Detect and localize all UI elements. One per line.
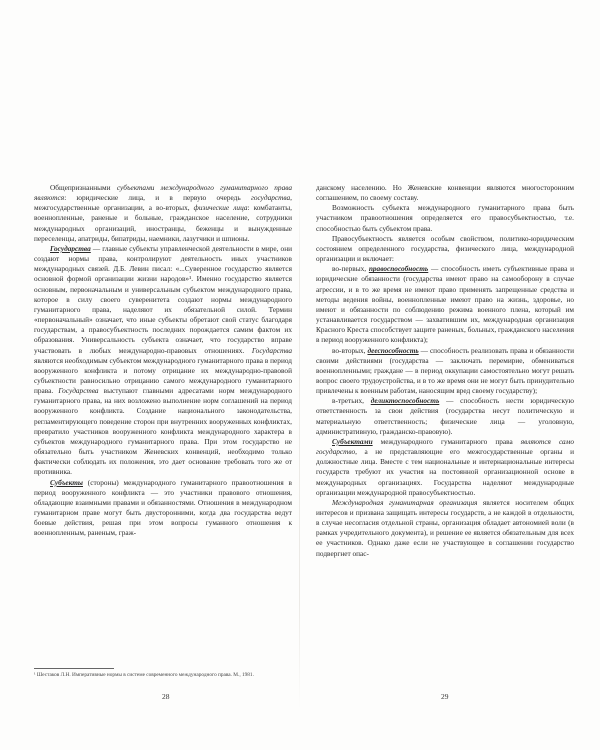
paragraph: Международная гуманитарная организация является носителем общих интересов и призвана защищать интересы государств, а не каждой в отдельности, в случае несогласия отдельной страны, организация обладает автономией воли (в рамках учредительного документа), и решение ее является обязательным для всех ее участников. Однако даже если не участвующее в соглашении государство подвергнет опас-: [316, 497, 574, 558]
page-number-left: 28: [162, 692, 170, 701]
footnote: ¹ Шестаков Л.Н. Императивные нормы в системе современного международного права. М., 1981.: [34, 672, 254, 678]
paragraph: во-первых, правоспособность — способность иметь субъективные права и юридические обязанности (государства имеют право на самооборону в случае агрессии, и в то же время не имеют право применять запрещенные средства и методы ведения войны, военнопленные имеют право на жизнь, здоровье, но имеют и обязанности по соблюдению режима военного плена, который им устанавливается государством — захватившим их, международная организация Красного Креста способствует защите раненых, больных, гражданского населения в период вооруженного конфликта);: [316, 264, 574, 345]
paragraph: данскому населению. Но Женевские конвенции являются многосторонним соглашением, по своему составу.: [316, 183, 574, 203]
paragraph: Возможность субъекта международного гуманитарного права быть участником правоотношения определяется его правосубъектностью, т.е. способностью быть субъектом права.: [316, 203, 574, 233]
book-gutter: [299, 175, 300, 710]
left-page: [34, 183, 292, 538]
paragraph: Правосубъектность является особым свойством, политико-юридическим состоянием определенного государства, физического лица, международной организации и включает:: [316, 233, 574, 264]
paragraph: в-третьих, деликтоспособность — способность нести юридическую ответственность за свои действия (государства несут политическую и материальную ответственность; физические лица — уголовную, административную, гражданско-правовую).: [316, 396, 574, 436]
paragraph: Общепризнанными субъектами международного гуманитарного права являются: юридические лица, и в первую очередь государства, межгосударственные организации, а во-вторых, физические лица: комбатанты, военнопленные, раненые и больные, гражданское население, сотрудники международных организаций, иностранцы, беженцы и вынужденные переселенцы, апатриды, бипатриды, наемники, лазутчики и шпионы.: [34, 183, 292, 243]
paragraph: во-вторых, дееспособность — способность реализовать права и обязанности своими действиями (государства — заключать перемирие, обмениваться военнопленными; граждане — в период оккупации самостоятельно могут решать вопрос своего трудоустройства, и в то же время они не могут быть принудительно привлечены к военным работам, наносящим вред своему государству);: [316, 345, 574, 396]
footnote-divider: [34, 668, 114, 669]
page-number-right: 29: [441, 692, 449, 701]
paragraph: Субъектами международного гуманитарного права являются само государство, а не представляющие его межгосударственные органы и должностные лица. Вместе с тем национальные и интернациональные интересы государств требуют их участия на постоянной организационной основе в международных организациях. Государства наделяют международные организации международной правосубъектностью.: [316, 436, 574, 497]
right-page: [316, 183, 574, 559]
paragraph: Субъекты (стороны) международного гуманитарного правоотношения в период вооруженного конфликта — это участники правового отношения, обладающие взаимными правами и обязанностями. Отношения в международном гуманитарном праве могут быть двусторонними, когда два государства ведут боевые действия, решая при этом вопросы гуманного отношения к военнопленным, раненым, граж-: [34, 477, 292, 538]
paragraph: Государства — главные субъекты управленческой деятельности в мире, они создают нормы права, контролируют деятельность иных участников международных связей. Д.Б. Левин писал: «...Суверенное государство является основной формой организации жизни народов»¹. Именно государство является основным, первоначальным и универсальным субъектом международного права, которое в силу своего суверенитета создают нормы международного гуманитарного права, наделяют их обязательной силой. Термин «первоначальный» означает, что иные субъекты обретают свой статус благодаря государствам, а правосубъектность последних порождается самим фактом их образования. Универсальность субъекта означает, что государство вправе участвовать в любых международно-правовых отношениях. Государства являются необходимым субъектом международного гуманитарного права в период вооруженного конфликта и потому отрицание их международно-правовой субъектности равносильно отрицанию самого международного гуманитарного права. Государства выступают главными адресатами норм международного гуманитарного права, на них возложено выполнение норм соглашений на период вооруженного конфликта. Создание национального законодательства, регламентирующего поведение сторон при внутренних вооруженных конфликтах, превратило участников вооруженного конфликта международного характера в субъектов международного гуманитарного права. При этом государство не обязательно быть участником Женевских конвенций, необходимо только фактически соблюдать их положения, это дает основание требовать того же от противника.: [34, 243, 293, 477]
